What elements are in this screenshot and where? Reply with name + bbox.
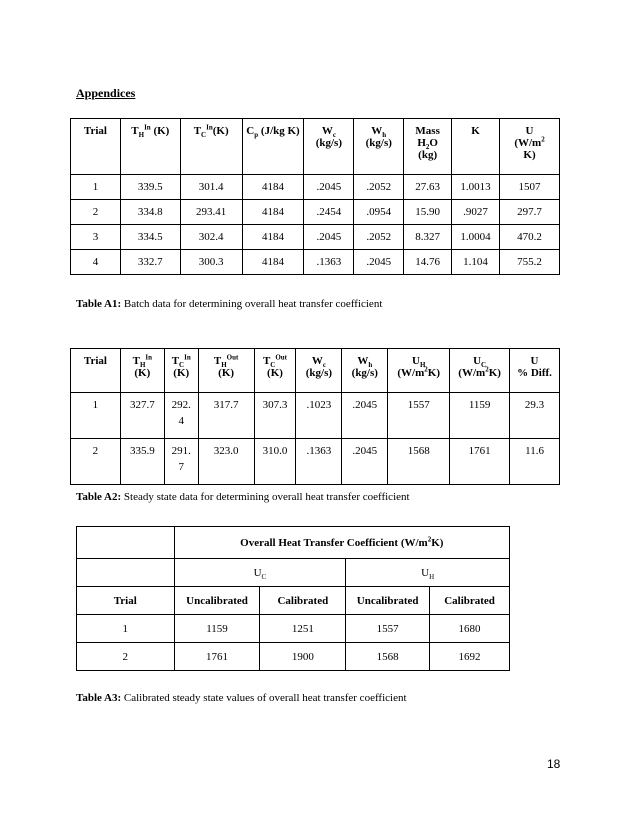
group-uc: $U_C$ bbox=[174, 559, 346, 587]
cell: .1363 bbox=[304, 250, 354, 275]
table-a2-caption bbox=[76, 491, 410, 503]
group-uh: $U_H$ bbox=[346, 559, 510, 587]
cell: 293.41 bbox=[180, 200, 242, 225]
col-uh: $U_H$ $(W/m^2K)$ bbox=[388, 349, 450, 393]
table-header-row bbox=[71, 119, 560, 175]
caption-text: Steady state data for determining overall heat transfer coefficient bbox=[121, 491, 410, 503]
cell: 29.3 bbox=[510, 393, 560, 439]
cell: 4 bbox=[71, 250, 121, 275]
cell: 4184 bbox=[242, 250, 304, 275]
col-mass: Mass $H_2O$ (kg) bbox=[404, 119, 452, 175]
table-a1 bbox=[70, 118, 560, 275]
cell: 291. 7 bbox=[164, 439, 198, 485]
cell: 332.7 bbox=[120, 250, 180, 275]
cell: 2 bbox=[71, 200, 121, 225]
col-u: U ($W/m^2$ K) bbox=[500, 119, 560, 175]
col-tc-in: $T_C^{In}(K)$ bbox=[180, 119, 242, 175]
cell: 334.5 bbox=[120, 225, 180, 250]
cell: 1557 bbox=[388, 393, 450, 439]
cell: .2045 bbox=[354, 250, 404, 275]
page-number: 18 bbox=[547, 757, 561, 771]
table-row bbox=[71, 200, 560, 225]
cell: 1761 bbox=[174, 643, 260, 671]
table-row bbox=[71, 175, 560, 200]
cell: 297.7 bbox=[500, 200, 560, 225]
caption-text: Batch data for determining overall heat transfer coefficient bbox=[121, 298, 383, 310]
caption-label: Table A2: bbox=[76, 491, 122, 503]
table-row bbox=[77, 615, 510, 643]
col-th-in: $T_H^{In}$ (K) bbox=[120, 349, 164, 393]
col-k: K bbox=[452, 119, 500, 175]
cell: 302.4 bbox=[180, 225, 242, 250]
col-uh-cal: Calibrated bbox=[430, 587, 510, 615]
cell: 15.90 bbox=[404, 200, 452, 225]
col-uc-cal: Calibrated bbox=[260, 587, 346, 615]
table-a2 bbox=[70, 348, 560, 485]
cell: 2 bbox=[77, 643, 175, 671]
cell: 3 bbox=[71, 225, 121, 250]
cell: 11.6 bbox=[510, 439, 560, 485]
table-row bbox=[71, 393, 560, 439]
cell: 1568 bbox=[388, 439, 450, 485]
table-group-row bbox=[77, 559, 510, 587]
table-row bbox=[71, 225, 560, 250]
cell: 755.2 bbox=[500, 250, 560, 275]
cell: 8.327 bbox=[404, 225, 452, 250]
cell: 1761 bbox=[450, 439, 510, 485]
cell: 307.3 bbox=[254, 393, 296, 439]
cell: 327.7 bbox=[120, 393, 164, 439]
cell: 4184 bbox=[242, 175, 304, 200]
cell: 334.8 bbox=[120, 200, 180, 225]
cell: 317.7 bbox=[198, 393, 254, 439]
col-th-in: $T_H^{In}$ (K) bbox=[120, 119, 180, 175]
table-row bbox=[77, 643, 510, 671]
blank-cell bbox=[77, 559, 175, 587]
cell: 310.0 bbox=[254, 439, 296, 485]
caption-label: Table A1: bbox=[76, 298, 122, 310]
cell: 1159 bbox=[174, 615, 260, 643]
table-title-row bbox=[77, 527, 510, 559]
col-wh: $W_h$ (kg/s) bbox=[354, 119, 404, 175]
table-a3 bbox=[76, 526, 510, 671]
cell: .1363 bbox=[296, 439, 342, 485]
cell: 1 bbox=[77, 615, 175, 643]
cell: 339.5 bbox=[120, 175, 180, 200]
cell: 1557 bbox=[346, 615, 430, 643]
cell: .2454 bbox=[304, 200, 354, 225]
caption-label: Table A3: bbox=[76, 692, 122, 704]
table-header-row bbox=[77, 587, 510, 615]
table-title: Overall Heat Transfer Coefficient $(W/m^2K)$ bbox=[174, 527, 509, 559]
cell: 1159 bbox=[450, 393, 510, 439]
cell: 470.2 bbox=[500, 225, 560, 250]
col-trial: Trial bbox=[71, 349, 121, 393]
cell: .0954 bbox=[354, 200, 404, 225]
cell: 4184 bbox=[242, 200, 304, 225]
cell: .1023 bbox=[296, 393, 342, 439]
col-u-pct: U % Diff. bbox=[510, 349, 560, 393]
col-cp: $C_p$ (J/kg K) bbox=[242, 119, 304, 175]
cell: 301.4 bbox=[180, 175, 242, 200]
cell: 1568 bbox=[346, 643, 430, 671]
cell: 1692 bbox=[430, 643, 510, 671]
col-uc: $U_C$ $(W/m^2K)$ bbox=[450, 349, 510, 393]
cell: 1900 bbox=[260, 643, 346, 671]
col-wc: $W_c$ (kg/s) bbox=[296, 349, 342, 393]
cell: 1251 bbox=[260, 615, 346, 643]
col-tc-out: $T_C^{Out}$ (K) bbox=[254, 349, 296, 393]
section-heading: Appendices bbox=[76, 86, 136, 100]
cell: 14.76 bbox=[404, 250, 452, 275]
col-uc-uncal: Uncalibrated bbox=[174, 587, 260, 615]
cell: .9027 bbox=[452, 200, 500, 225]
col-trial: Trial bbox=[77, 587, 175, 615]
cell: 300.3 bbox=[180, 250, 242, 275]
caption-text: Calibrated steady state values of overall heat transfer coefficient bbox=[121, 692, 407, 704]
cell: 1.104 bbox=[452, 250, 500, 275]
cell: 1 bbox=[71, 393, 121, 439]
cell: 2 bbox=[71, 439, 121, 485]
table-a1-caption bbox=[76, 298, 382, 310]
cell: 1.0004 bbox=[452, 225, 500, 250]
table-header-row bbox=[71, 349, 560, 393]
col-wh: $W_h$ (kg/s) bbox=[342, 349, 388, 393]
col-tc-in: $T_C^{In}$ (K) bbox=[164, 349, 198, 393]
cell: 323.0 bbox=[198, 439, 254, 485]
col-wc: $W_c$ (kg/s) bbox=[304, 119, 354, 175]
col-th-out: $T_H^{Out}$ (K) bbox=[198, 349, 254, 393]
cell: 1.0013 bbox=[452, 175, 500, 200]
table-a3-caption bbox=[76, 692, 407, 704]
cell: 335.9 bbox=[120, 439, 164, 485]
cell: .2052 bbox=[354, 225, 404, 250]
cell: 1507 bbox=[500, 175, 560, 200]
col-uh-uncal: Uncalibrated bbox=[346, 587, 430, 615]
cell: 1680 bbox=[430, 615, 510, 643]
cell: .2045 bbox=[304, 225, 354, 250]
col-trial: Trial bbox=[71, 119, 121, 175]
cell: 1 bbox=[71, 175, 121, 200]
cell: 27.63 bbox=[404, 175, 452, 200]
cell: .2045 bbox=[342, 439, 388, 485]
table-row bbox=[71, 439, 560, 485]
cell: .2052 bbox=[354, 175, 404, 200]
cell: 292. 4 bbox=[164, 393, 198, 439]
table-row bbox=[71, 250, 560, 275]
blank-cell bbox=[77, 527, 175, 559]
cell: .2045 bbox=[342, 393, 388, 439]
cell: 4184 bbox=[242, 225, 304, 250]
cell: .2045 bbox=[304, 175, 354, 200]
